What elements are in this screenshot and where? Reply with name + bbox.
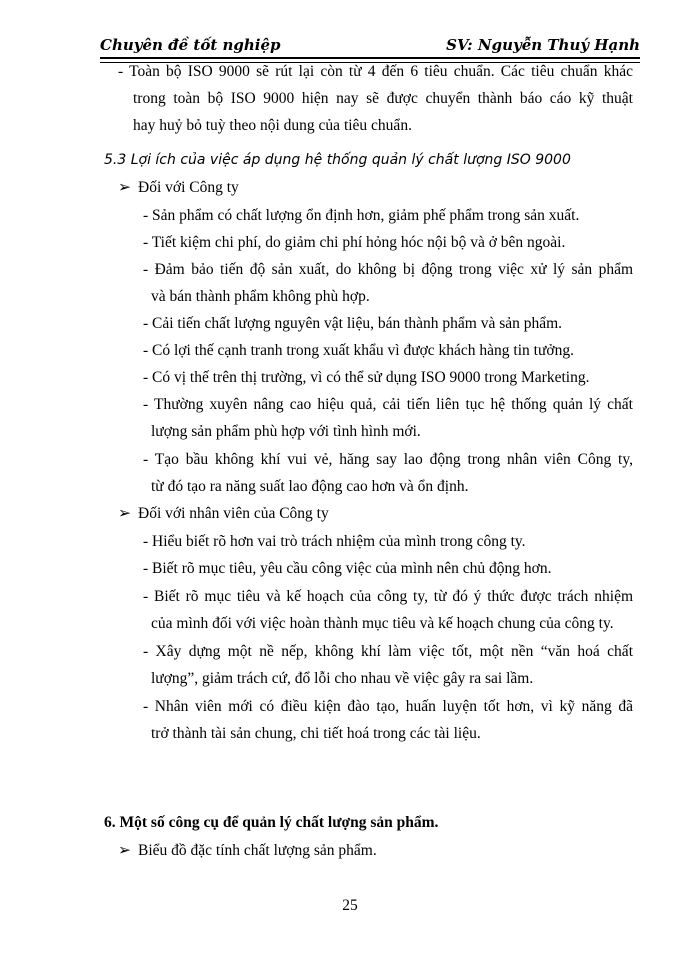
list-item: - Xây dựng một nề nếp, không khí làm việc tốt, một nền “văn hoá chất (143, 643, 633, 660)
arrow-bullet-icon: ➢ (118, 842, 131, 859)
page-header (100, 34, 640, 62)
list-item-continued: trở thành tài sản chung, chi tiết hoá trong các tài liệu. (151, 725, 481, 742)
list-item-continued: và bán thành phẩm không phù hợp. (151, 288, 370, 305)
list-item: - Cải tiến chất lượng nguyên vật liệu, bán thành phẩm và sản phẩm. (143, 315, 563, 332)
subheading-tools (118, 841, 377, 861)
list-item: - Hiểu biết rõ hơn vai trò trách nhiệm của mình trong công ty. (143, 533, 526, 550)
subheading-company (118, 178, 239, 198)
subheading-label: Biểu đồ đặc tính chất lượng sản phẩm. (138, 842, 377, 859)
list-item: - Biết rõ mục tiêu và kế hoạch của công ty, từ đó ý thức được trách nhiệm (143, 588, 633, 605)
list-item: - Đảm bảo tiến độ sản xuất, do không bị động trong việc xử lý sản phẩm (143, 261, 633, 278)
intro-line: - Toàn bộ ISO 9000 sẽ rút lại còn từ 4 đến 6 tiêu chuẩn. Các tiêu chuẩn khác (118, 63, 633, 80)
list-item: - Biết rõ mục tiêu, yêu cầu công việc của mình nên chủ động hơn. (143, 560, 552, 577)
list-item: - Nhân viên mới có điều kiện đào tạo, huấn luyện tốt hơn, vì kỹ năng đã (143, 698, 633, 715)
list-item: - Tạo bầu không khí vui vẻ, hăng say lao động trong nhân viên Công ty, (143, 451, 633, 468)
list-item-continued: lượng sản phẩm phù hợp với tình hình mới. (151, 423, 421, 440)
list-item-continued: từ đó tạo ra năng suất lao động cao hơn và ổn định. (151, 478, 469, 495)
intro-line: trong toàn bộ ISO 9000 hiện nay sẽ được chuyển thành báo cáo kỹ thuật (133, 90, 633, 107)
list-item-continued: lượng”, giảm trách cứ, đổ lỗi cho nhau về việc gây ra sai lầm. (151, 670, 534, 687)
subheading-label: Đối với nhân viên của Công ty (138, 505, 329, 522)
list-item: - Sản phẩm có chất lượng ổn định hơn, giảm phế phẩm trong sản xuất. (143, 207, 580, 224)
header-rule (100, 57, 640, 59)
list-item-continued: của mình đối với việc hoàn thành mục tiêu và kế hoạch chung của công ty. (151, 615, 614, 632)
section-heading: 5.3 Lợi ích của việc áp dụng hệ thống quản lý chất lượng ISO 9000 (104, 152, 571, 168)
list-item: - Tiết kiệm chi phí, do giảm chi phí hỏng hóc nội bộ và ở bên ngoài. (143, 234, 566, 251)
intro-line: hay huỷ bỏ tuỳ theo nội dung của tiêu chuẩn. (133, 117, 412, 134)
subheading-staff (118, 504, 329, 524)
list-item: - Thường xuyên nâng cao hiệu quả, cải tiến liên tục hệ thống quản lý chất (143, 396, 633, 413)
subheading-label: Đối với Công ty (138, 179, 239, 196)
list-item: - Có lợi thế cạnh tranh trong xuất khẩu vì được khách hàng tin tưởng. (143, 342, 574, 359)
header-author: SV: Nguyễn Thuý Hạnh (446, 36, 640, 54)
arrow-bullet-icon: ➢ (118, 179, 131, 196)
page-number: 25 (342, 897, 358, 914)
header-title: Chuyên đề tốt nghiệp (100, 36, 281, 54)
list-item: - Có vị thế trên thị trường, vì có thể sử dụng ISO 9000 trong Marketing. (143, 369, 590, 386)
section-heading: 6. Một số công cụ để quản lý chất lượng sản phẩm. (104, 814, 439, 831)
arrow-bullet-icon: ➢ (118, 505, 131, 522)
